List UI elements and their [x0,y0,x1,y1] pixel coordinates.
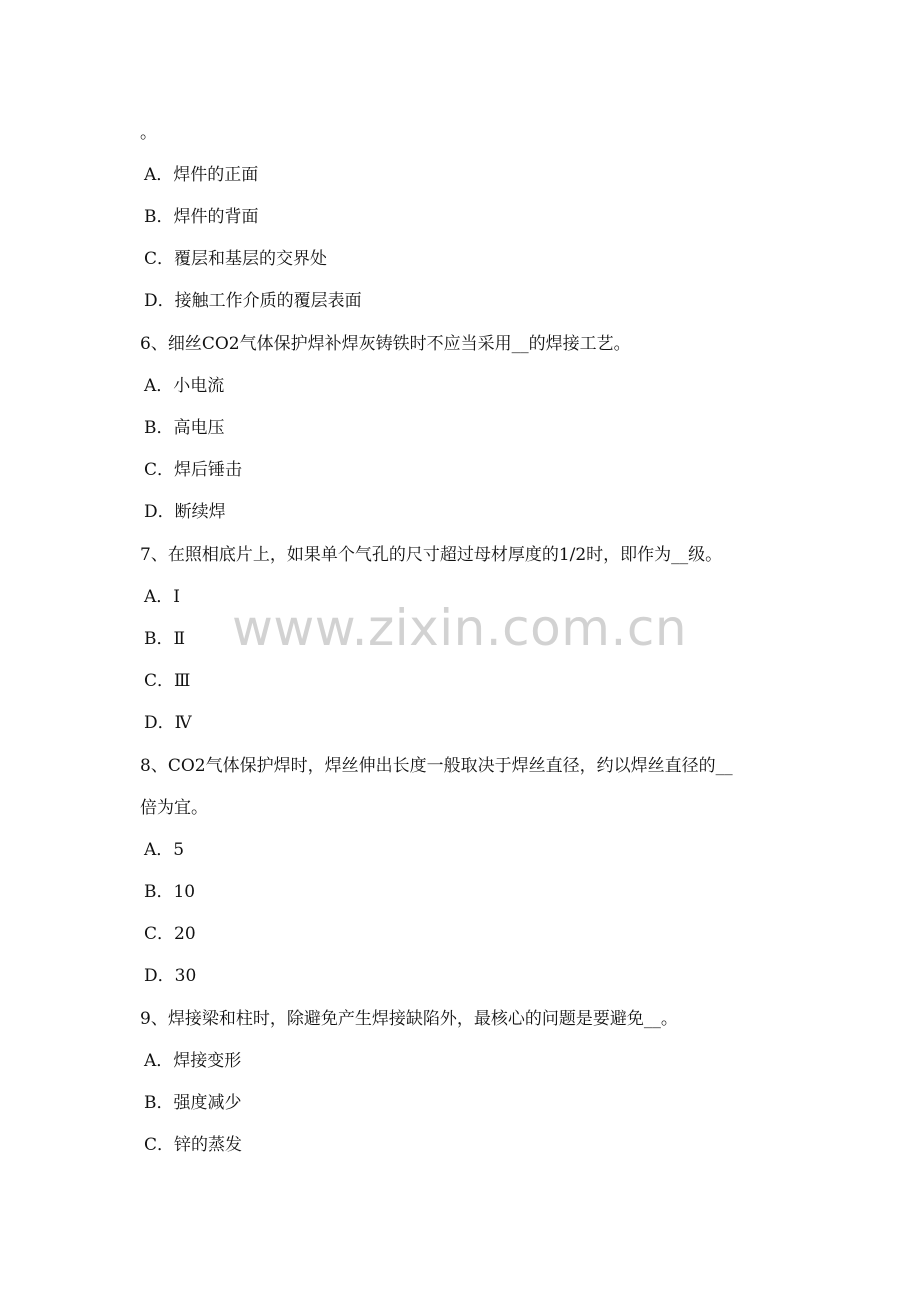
q9-option-c: C．锌的蒸发 [144,1135,243,1155]
q5-option-a: A．焊件的正面 [144,165,259,185]
q7-option-b: B．Ⅱ [144,629,186,649]
q6-option-b: B．高电压 [144,418,225,438]
q9-option-b: B．强度减少 [144,1093,242,1113]
text-fragment: 。 [140,123,157,143]
q7-option-c: C．Ⅲ [144,671,191,691]
q6-option-c: C．焊后锤击 [144,460,243,480]
question-6: 6、细丝CO2气体保护焊补焊灰铸铁时不应当采用__的焊接工艺。 [140,334,631,354]
question-8-line-1: 8、CO2气体保护焊时，焊丝伸出长度一般取决于焊丝直径，约以焊丝直径的__ [140,756,733,776]
q5-option-b: B．焊件的背面 [144,207,259,227]
q5-option-c: C．覆层和基层的交界处 [144,249,328,269]
q8-option-b: B．10 [144,882,196,902]
q7-option-a: A．Ⅰ [144,587,180,607]
q7-option-d: D．Ⅳ [144,713,192,733]
q5-option-d: D．接触工作介质的覆层表面 [144,291,362,311]
question-9: 9、焊接梁和柱时，除避免产生焊接缺陷外，最核心的问题是要避免__。 [140,1009,678,1029]
watermark: www.zixin.com.cn [232,599,688,657]
question-8-line-2: 倍为宜。 [140,798,208,818]
q6-option-d: D．断续焊 [144,502,226,522]
q8-option-d: D．30 [144,966,197,986]
q8-option-a: A．5 [144,840,185,860]
question-7: 7、在照相底片上，如果单个气孔的尺寸超过母材厚度的1/2时，即作为__级。 [140,545,723,565]
q9-option-a: A．焊接变形 [144,1051,242,1071]
q6-option-a: A．小电流 [144,376,225,396]
q8-option-c: C．20 [144,924,196,944]
